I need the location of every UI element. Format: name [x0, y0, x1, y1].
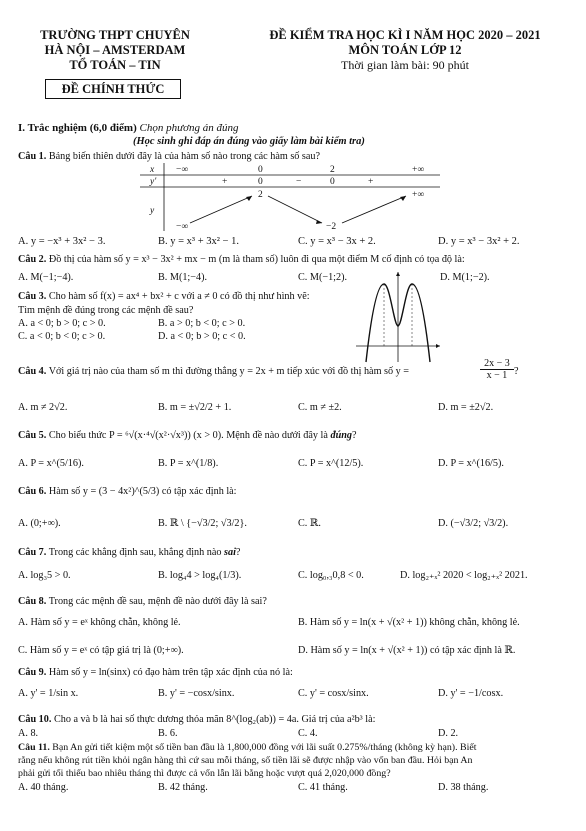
- vt-arrow-up2: [342, 196, 406, 223]
- q9-option-c: C. y' = cosx/sinx.: [298, 688, 369, 699]
- q9-stem: [18, 667, 293, 679]
- q3-text-2: Tìm mệnh đề đúng trong các mệnh đề sau?: [18, 305, 194, 316]
- q10-option-b: B. 6.: [158, 728, 178, 739]
- q5-option-a: A. P = x^(5/16).: [18, 458, 84, 469]
- q7-label: Câu 7.: [18, 547, 47, 558]
- vt-y-neg-inf: −∞: [176, 222, 189, 232]
- section-title: I. Trắc nghiệm (6,0 điểm): [18, 122, 137, 134]
- vt-arrow-up1: [190, 196, 252, 223]
- school-name-1: TRƯỜNG THPT CHUYÊN: [40, 28, 190, 42]
- q11-option-c: C. 41 tháng.: [298, 782, 348, 793]
- q3-graph: [352, 268, 444, 366]
- q5-option-d: D. P = x^(16/5).: [438, 458, 504, 469]
- q10-stem: [18, 714, 375, 726]
- q8-option-a: A. Hàm số y = eˣ không chẵn, không lẻ.: [18, 617, 181, 628]
- q7-option-a: A. log₃5 > 0.: [18, 570, 71, 581]
- vt-yp-plus2: +: [368, 177, 374, 187]
- q11-line-1: [18, 742, 476, 754]
- vt-x-neg-inf: −∞: [176, 165, 189, 175]
- q8-text: Trong các mệnh đề sau, mệnh đề nào dưới đây là sai?: [48, 596, 267, 607]
- q6-stem: [18, 486, 237, 498]
- department: TỔ TOÁN – TIN: [69, 58, 161, 72]
- vt-y-label: y: [150, 206, 155, 216]
- q5-option-b: B. P = x^(1/8).: [158, 458, 219, 469]
- q9-option-d: D. y' = −1/cosx.: [438, 688, 504, 699]
- q6-option-c: C. ℝ.: [298, 518, 321, 529]
- q8-option-c: C. Hàm số y = eˣ có tập giá trị là (0;+∞).: [18, 645, 184, 656]
- q7-stem: Câu 7. Trong các khẳng định sau, khẳng định nào sai?: [18, 547, 241, 558]
- vt-x-0: 0: [258, 165, 263, 175]
- q7-option-b: B. log₄4 > log₄(1/3).: [158, 570, 242, 581]
- q5-text: Cho biểu thức P = ⁶√(x·⁴√(x²·√x³)) (x > 0). Mệnh đề nào dưới đây là: [48, 430, 328, 441]
- q6-label: Câu 6.: [18, 486, 47, 497]
- q4-option-c: C. m ≠ ±2.: [298, 402, 342, 413]
- vt-x-2: 2: [330, 165, 335, 175]
- vt-yp-label: y': [150, 177, 157, 187]
- q10-text: Cho a và b là hai số thực dương thỏa mãn 8^(log₂(ab)) = 4a. Giá trị của a²b³ là:: [53, 714, 376, 725]
- q4-frac-den: x − 1: [486, 370, 508, 381]
- q4-stem: [18, 366, 409, 378]
- q3-stem: [18, 291, 310, 303]
- q2-label: Câu 2.: [18, 254, 47, 265]
- q11-option-a: A. 40 tháng.: [18, 782, 69, 793]
- q3-option-c: C. a < 0; b < 0; c > 0.: [18, 331, 106, 342]
- q4-option-a: A. m ≠ 2√2.: [18, 402, 68, 413]
- q11-option-d: D. 38 tháng.: [438, 782, 489, 793]
- vt-yp-zero1: 0: [258, 177, 263, 187]
- q2-option-b: B. M(1;−4).: [158, 272, 208, 283]
- q3-option-b: B. a > 0; b < 0; c > 0.: [158, 318, 246, 329]
- q4-option-b: B. m = ±√2/2 + 1.: [158, 402, 232, 413]
- q11-line-2: rằng nếu không rút tiền khỏi ngân hàng thì cứ sau mỗi tháng, số tiền lãi sẽ được nhập vào vốn ban đầu. Hỏi bạn An: [18, 755, 473, 766]
- q7-emph: sai: [224, 547, 236, 558]
- q11-text-1: Bạn An gửi tiết kiệm một số tiền ban đầu là 1,800,000 đồng với lãi suất 0.275%/tháng (không kỳ hạn). Biết: [52, 742, 477, 753]
- q3-text: Cho hàm số f(x) = ax⁴ + bx² + c với a ≠ 0 có đồ thị như hình vẽ:: [48, 291, 310, 302]
- q8-stem: [18, 596, 267, 608]
- section-note: (Học sinh ghi đáp án đúng vào giấy làm bài kiểm tra): [133, 136, 365, 147]
- vt-arrow-down: [268, 196, 322, 223]
- vt-yp-minus: −: [296, 177, 302, 187]
- official-badge: ĐỀ CHÍNH THỨC: [45, 79, 181, 99]
- q2-stem: [18, 254, 465, 266]
- q5-option-c: C. P = x^(12/5).: [298, 458, 364, 469]
- vt-yp-plus1: +: [222, 177, 228, 187]
- q3-option-d: D. a < 0; b > 0; c < 0.: [158, 331, 246, 342]
- q1-option-c: C. y = x³ − 3x + 2.: [298, 236, 376, 247]
- q9-text: Hàm số y = ln(sinx) có đạo hàm trên tập xác định của nó là:: [48, 667, 293, 678]
- q6-text: Hàm số y = (3 − 4x²)^(5/3) có tập xác định là:: [48, 486, 237, 497]
- vt-y-max: 2: [258, 190, 263, 200]
- q4-label: Câu 4.: [18, 366, 47, 377]
- vt-yp-zero2: 0: [330, 177, 335, 187]
- vt-x-label: x: [150, 165, 155, 175]
- section-subtitle: Chọn phương án đúng: [139, 122, 239, 134]
- q7-option-c: C. log₀,₃0,8 < 0.: [298, 570, 364, 581]
- q7-option-d: D. log₂₊ₓ² 2020 < log₂₊ₓ² 2021.: [400, 570, 528, 581]
- q2-option-c: C. M(−1;2).: [298, 272, 348, 283]
- q1-stem: [18, 151, 320, 163]
- q3-option-a: A. a < 0; b > 0; c > 0.: [18, 318, 106, 329]
- q5-label: Câu 5.: [18, 430, 47, 441]
- exam-subject: MÔN TOÁN LỚP 12: [348, 43, 462, 57]
- q10-option-d: D. 2.: [438, 728, 459, 739]
- q2-option-a: A. M(−1;−4).: [18, 272, 74, 283]
- q1-label: Câu 1.: [18, 151, 47, 162]
- q10-option-c: C. 4.: [298, 728, 318, 739]
- q4-option-d: D. m = ±2√2.: [438, 402, 494, 413]
- vt-y-min: −2: [326, 222, 337, 232]
- q8-option-b: B. Hàm số y = ln(x + √(x² + 1)) không chẵn, không lẻ.: [298, 617, 520, 628]
- q11-line-3: phải gửi tối thiểu bao nhiêu tháng thì được cả vốn lẫn lãi bằng hoặc vượt quá 2,020,000 đồng?: [18, 768, 391, 779]
- q9-option-b: B. y' = −cosx/sinx.: [158, 688, 235, 699]
- exam-title: ĐỀ KIỂM TRA HỌC KÌ I NĂM HỌC 2020 – 2021: [269, 28, 541, 42]
- q9-label: Câu 9.: [18, 667, 47, 678]
- q1-option-a: A. y = −x³ + 3x² − 3.: [18, 236, 106, 247]
- q1-option-d: D. y = x³ − 3x² + 2.: [438, 236, 520, 247]
- q11-label: Câu 11.: [18, 742, 50, 753]
- school-name-2: HÀ NỘI – AMSTERDAM: [44, 43, 186, 57]
- q1-option-b: B. y = x³ + 3x² − 1.: [158, 236, 239, 247]
- exam-duration: Thời gian làm bài: 90 phút: [341, 58, 469, 72]
- q6-option-a: A. (0;+∞).: [18, 518, 61, 529]
- q3-label: Câu 3.: [18, 291, 47, 302]
- q4-fraction: [480, 358, 514, 381]
- q11-option-b: B. 42 tháng.: [158, 782, 208, 793]
- q9-option-a: A. y' = 1/sin x.: [18, 688, 79, 699]
- q5-emph: đúng: [330, 430, 352, 441]
- variation-table: [140, 163, 450, 233]
- q6-option-d: D. (−√3/2; √3/2).: [438, 518, 509, 529]
- q4-frac-num: 2x − 3: [480, 358, 514, 370]
- vt-y-pos-inf: +∞: [412, 190, 425, 200]
- q10-label: Câu 10.: [18, 714, 52, 725]
- q2-option-d: D. M(1;−2).: [440, 272, 490, 283]
- q8-option-d: D. Hàm số y = ln(x + √(x² + 1)) có tập xác định là ℝ.: [298, 645, 516, 656]
- q1-text: Bảng biến thiên dưới đây là của hàm số nào trong các hàm số sau?: [48, 151, 321, 162]
- vt-x-pos-inf: +∞: [412, 165, 425, 175]
- q10-option-a: A. 8.: [18, 728, 39, 739]
- q7-text: Trong các khẳng định sau, khẳng định nào: [48, 547, 222, 558]
- q6-option-b: B. ℝ \ {−√3/2; √3/2}.: [158, 518, 247, 529]
- q8-label: Câu 8.: [18, 596, 47, 607]
- q5-stem: Câu 5. Cho biểu thức P = ⁶√(x·⁴√(x²·√x³)) (x > 0). Mệnh đề nào dưới đây là đúng?: [18, 430, 357, 441]
- q2-text: Đồ thị của hàm số y = x³ − 3x² + mx − m (m là tham số) luôn đi qua một điểm M cố định có tọa độ là:: [48, 254, 465, 265]
- section-heading: [18, 122, 238, 134]
- q4-text: Với giá trị nào của tham số m thì đường thẳng y = 2x + m tiếp xúc với đồ thị hàm số y =: [48, 366, 410, 377]
